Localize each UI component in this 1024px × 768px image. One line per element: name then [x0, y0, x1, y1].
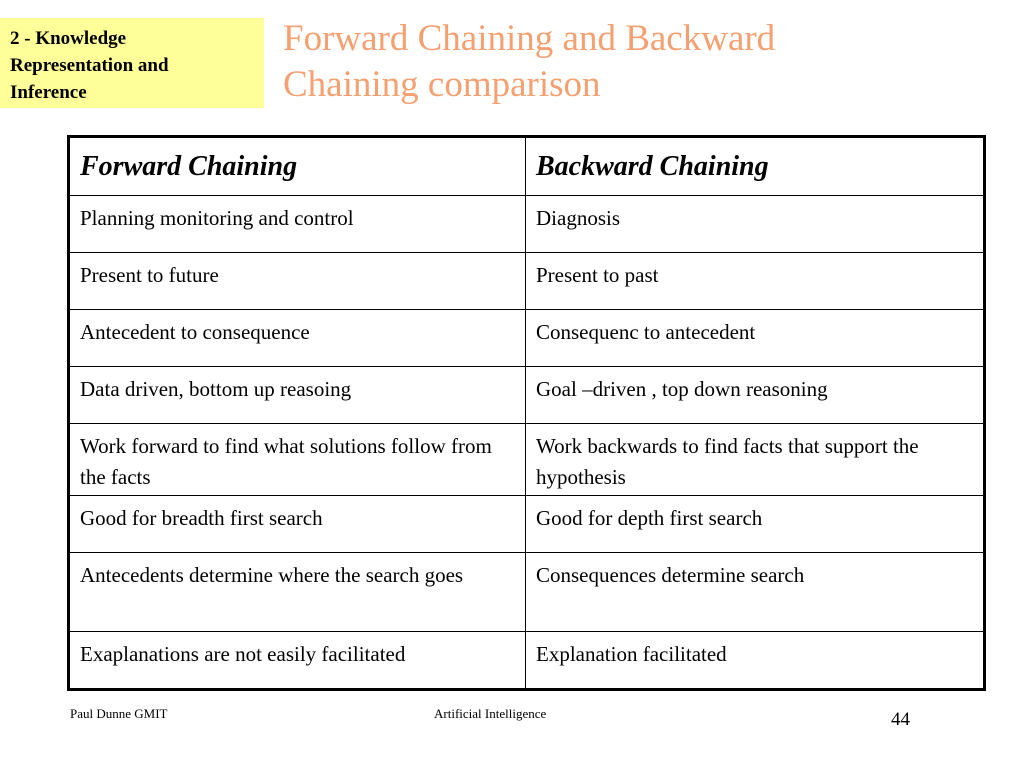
slide-title-line: Chaining comparison	[283, 64, 601, 105]
section-label-box	[0, 18, 264, 108]
table-row	[69, 367, 985, 424]
forward-cell: Planning monitoring and control	[69, 196, 526, 253]
table-header-row	[69, 137, 985, 196]
forward-cell: Good for breadth first search	[69, 496, 526, 553]
backward-cell: Diagnosis	[526, 196, 985, 253]
table-row	[69, 310, 985, 367]
table-row	[69, 632, 985, 690]
header-forward-chaining: Forward Chaining	[69, 137, 526, 196]
forward-cell: Present to future	[69, 253, 526, 310]
comparison-table	[67, 135, 986, 691]
forward-cell: Antecedents determine where the search goes	[69, 553, 526, 632]
forward-cell: Data driven, bottom up reasoing	[69, 367, 526, 424]
table-row	[69, 196, 985, 253]
section-label-line: Inference	[10, 82, 87, 103]
footer-course: Artificial Intelligence	[434, 706, 547, 721]
slide-title-line: Forward Chaining and Backward	[283, 18, 776, 59]
footer-author: Paul Dunne GMIT	[70, 706, 168, 721]
slide-title	[283, 16, 983, 108]
backward-cell: Goal –driven , top down reasoning	[526, 367, 985, 424]
forward-cell: Work forward to find what solutions follow from the facts	[69, 424, 526, 496]
section-label-line: Representation and	[10, 55, 169, 76]
header-backward-chaining: Backward Chaining	[526, 137, 985, 196]
backward-cell: Work backwards to find facts that support the hypothesis	[526, 424, 985, 496]
table-row	[69, 424, 985, 496]
table-row	[69, 553, 985, 632]
backward-cell: Consequenc to antecedent	[526, 310, 985, 367]
page-number: 44	[891, 709, 910, 730]
backward-cell: Good for depth first search	[526, 496, 985, 553]
backward-cell: Present to past	[526, 253, 985, 310]
forward-cell: Antecedent to consequence	[69, 310, 526, 367]
backward-cell: Explanation facilitated	[526, 632, 985, 690]
table-row	[69, 253, 985, 310]
forward-cell: Exaplanations are not easily facilitated	[69, 632, 526, 690]
section-label-line: 2 - Knowledge	[10, 28, 127, 49]
table-row	[69, 496, 985, 553]
backward-cell: Consequences determine search	[526, 553, 985, 632]
